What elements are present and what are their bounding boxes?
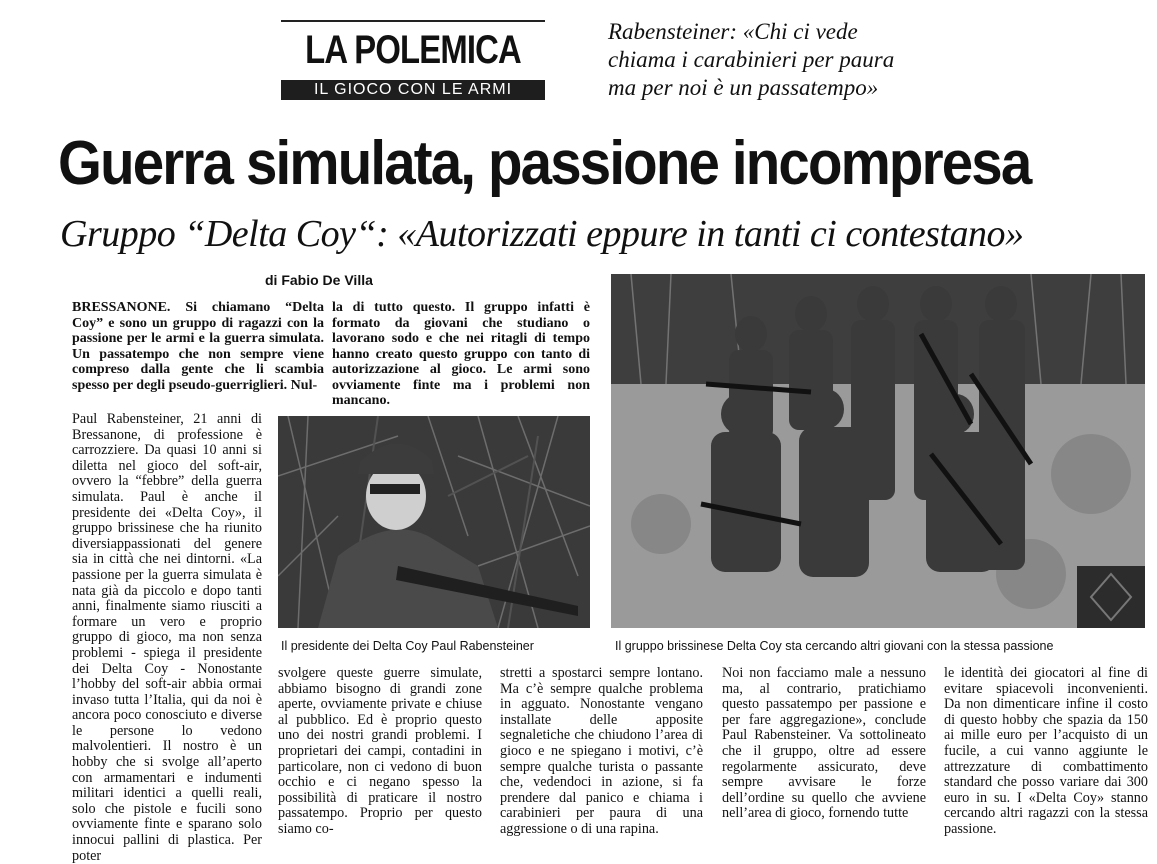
pull-quote-line: chiama i carabinieri per paura [608, 47, 895, 72]
pull-quote-line: Rabensteiner: «Chi ci vede [608, 19, 858, 44]
lead-place: BRESSANONE. [72, 300, 171, 315]
kicker-title: LA POLEMICA [305, 28, 521, 72]
president-photo [278, 416, 590, 628]
kicker-subtitle: IL GIOCO CON LE ARMI [281, 80, 545, 100]
pull-quote-line: ma per noi è un passatempo» [608, 75, 879, 100]
lead-column-2: la di tutto questo. Il gruppo infatti è formato da giovani che studiano o lavorano sodo e che nei ritagli di tempo hanno creato questo gruppo con tanto di autorizzazione al gioco. Le armi sono ovviamente finte ma i problemi non mancano. [332, 300, 590, 408]
group-photo [611, 274, 1145, 628]
article-column-1: Paul Rabensteiner, 21 anni di Bressanone, di professione è carrozziere. Da quasi 10 anni si diletta nel gioco del soft-air, ovvero la “febbre” della guerra simulata. Paul è anche il presidente dei «Delta Coy», il gruppo brissinese che ha riunito diversiappassionati del genere sia in città che nei dintorni. «La passione per la guerra simulata è nata già da piccolo e dopo tanti anni, finalmente siamo riusciti a formare un vero e proprio gruppo di gioco, ma non senza problemi - spiega il presidente dei Delta Coy - Nonostante l’hobby del soft-air abbia ormai invaso tutta l’Italia, qui da noi è ancora poco conosciuto e diverse le persone lo vedono malvolentieri. Il nostro è un hobby che si svolge all’aperto con armamentari e indumenti militari identici a quelli reali, solo che pistole e fucili sono ovviamente finte e sparano solo innocui pallini di plastica. Per poter [72, 411, 262, 864]
article-column-3: stretti a spostarci sempre lontano. Ma c’è sempre qualche problema in agguato. Nonostante vengano installate delle apposite segnaletiche che chiudono l’area di gioco e ne spiegano i motivi, c’è sempre qualche turista o passante che, vedendoci in azione, si fa prendere dal panico e chiama i carabinieri per paura di una aggressione o di una rapina. [500, 665, 703, 837]
president-photo-image [278, 416, 590, 628]
lead-column-1 [72, 300, 324, 393]
president-photo-caption: Il presidente dei Delta Coy Paul Rabensteiner [281, 639, 534, 653]
pull-quote [608, 18, 948, 102]
subheadline: Gruppo “Delta Coy“: «Autorizzati eppure in tanti ci contestano» [60, 213, 1024, 255]
article-column-2: svolgere queste guerre simulate, abbiamo bisogno di grandi zone aperte, ovviamente private e chiuse al pubblico. Ed è proprio questo uno dei nostri grandi problemi. I proprietari dei campi, contadini in particolare, non ci vedono di buon occhio e ci negano spesso la possibilità di praticare il nostro passatempo. Proprio per questo siamo co- [278, 665, 482, 837]
article-column-5: le identità dei giocatori al fine di evitare spiacevoli inconvenienti. Da non dimenticare infine il costo di questo hobby che spazia da 150 ai mille euro per l’acquisto di un fucile, a cui vanno aggiunte le attrezzature di combattimento standard che posso variare dai 300 euro in su. I «Delta Coy» stanno cercando altri ragazzi con la stessa passione. [944, 665, 1148, 837]
article-column-4: Noi non facciamo male a nessuno ma, al contrario, pratichiamo questo passatempo per passione e per fare aggregazione», conclude Paul Rabensteiner. Va sottolineato che il gruppo, oltre ad essere regolarmente assicurato, deve sempre avvisare le forze dell’ordine su quello che avviene nell’area di gioco, fornendo tutte [722, 665, 926, 822]
headline: Guerra simulata, passione incompresa [58, 129, 1031, 198]
lead-text: Si chiamano “Delta Coy” e sono un gruppo di ragazzi con la passione per le armi e la guerra simulata. Un passatempo che non sempre viene compreso dalla gente che li scambia spesso per degli pseudo-guerriglieri. Nul- [72, 300, 325, 393]
group-photo-image [611, 274, 1145, 628]
group-photo-caption: Il gruppo brissinese Delta Coy sta cercando altri giovani con la stessa passione [615, 639, 1054, 653]
byline: di Fabio De Villa [265, 272, 373, 288]
